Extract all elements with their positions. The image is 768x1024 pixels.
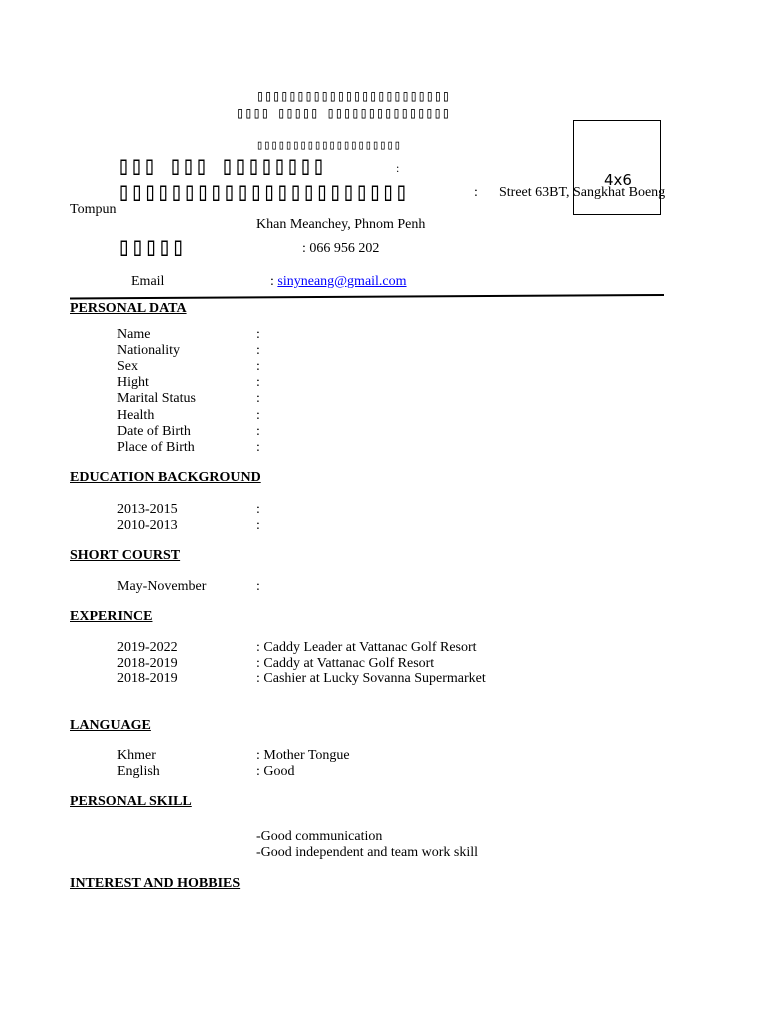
header-line-2: ▯▯▯▯ ▯▯▯▯▯ ▯▯▯▯▯▯▯▯▯▯▯▯▯▯▯ [236, 103, 450, 122]
address-line-2: Khan Meanchey, Phnom Penh [256, 217, 426, 232]
heading-personal-data: PERSONAL DATA [70, 301, 187, 316]
row-value: : [256, 579, 260, 594]
row-label: 2018-2019 [117, 671, 178, 686]
row-label: 2018-2019 [117, 656, 178, 671]
experience-row [117, 671, 486, 687]
heading-experience: EXPERINCE [70, 609, 153, 624]
row-value: : [256, 343, 260, 358]
row-label: English [117, 764, 160, 779]
row-value: : [256, 424, 260, 439]
contact-label-khmer-3: ▯▯▯▯▯ [117, 232, 185, 262]
row-label: 2019-2022 [117, 640, 178, 655]
row-label: Khmer [117, 748, 156, 763]
row-value: : [256, 359, 260, 374]
row-label: Marital Status [117, 391, 196, 406]
row-value: : Mother Tongue [256, 748, 350, 763]
heading-language: LANGUAGE [70, 718, 151, 733]
skill-item: -Good independent and team work skill [256, 845, 479, 860]
personal-row [117, 424, 260, 440]
header-line-1: ▯▯▯▯▯▯▯▯▯▯▯▯▯▯▯▯▯▯▯▯▯▯▯▯ [256, 86, 450, 105]
personal-row [117, 375, 260, 391]
row-value: : [256, 375, 260, 390]
phone-value: : 066 956 202 [302, 241, 380, 256]
short-course-row [117, 579, 260, 595]
row-value: : [256, 327, 260, 342]
experience-row [117, 640, 477, 656]
education-row [117, 518, 260, 534]
row-label: Nationality [117, 343, 180, 358]
row-value: : Caddy Leader at Vattanac Golf Resort [256, 640, 477, 655]
contact-separator-1: : [396, 161, 400, 175]
row-label: Name [117, 327, 151, 342]
photo-size-label: 4x6 [604, 171, 632, 189]
row-value: : Caddy at Vattanac Golf Resort [256, 656, 435, 671]
skill-item: -Good communication [256, 829, 383, 844]
personal-row [117, 391, 260, 407]
language-row [117, 764, 295, 780]
row-label: Sex [117, 359, 138, 374]
contact-label-khmer-1: ▯▯▯ ▯▯▯ ▯▯▯▯▯▯▯▯ [117, 151, 325, 181]
experience-row [117, 656, 434, 672]
row-label: Place of Birth [117, 440, 195, 455]
row-label: Date of Birth [117, 424, 191, 439]
row-label: 2013-2015 [117, 502, 178, 517]
divider-stroke [70, 295, 664, 299]
personal-row [117, 440, 260, 456]
heading-short-course: SHORT COURST [70, 548, 181, 563]
email-link[interactable]: sinyneang@gmail.com [277, 274, 407, 289]
row-value: : Good [256, 764, 295, 779]
personal-row [117, 343, 260, 359]
heading-interests: INTEREST AND HOBBIES [70, 876, 241, 891]
row-value: : [256, 518, 260, 533]
language-row [117, 748, 350, 764]
row-value: : [256, 408, 260, 423]
heading-personal-skill: PERSONAL SKILL [70, 794, 192, 809]
row-label: Health [117, 408, 155, 423]
address-continuation: Tompun [70, 202, 117, 217]
row-label: Hight [117, 375, 149, 390]
row-value: : [256, 391, 260, 406]
email-separator: : [270, 274, 278, 289]
header-line-3: ▯▯▯▯▯▯▯▯▯▯▯▯▯▯▯▯▯▯▯▯ [256, 138, 401, 153]
email-label: Email [131, 274, 165, 289]
education-row [117, 502, 260, 518]
row-label: 2010-2013 [117, 518, 178, 533]
row-value: : Cashier at Lucky Sovanna Supermarket [256, 671, 486, 686]
personal-row [117, 327, 260, 343]
contact-label-khmer-2: ▯▯▯▯▯▯▯▯▯▯▯▯▯▯▯▯▯▯▯▯▯▯ [117, 177, 408, 207]
row-label: May-November [117, 579, 207, 594]
heading-education: EDUCATION BACKGROUND [70, 470, 261, 485]
personal-row [117, 359, 260, 375]
row-value: : [256, 502, 260, 517]
personal-row [117, 408, 260, 424]
row-value: : [256, 440, 260, 455]
address-value: Street 63BT, Sangkhat Boeng [499, 185, 666, 200]
address-separator: : [474, 185, 478, 200]
